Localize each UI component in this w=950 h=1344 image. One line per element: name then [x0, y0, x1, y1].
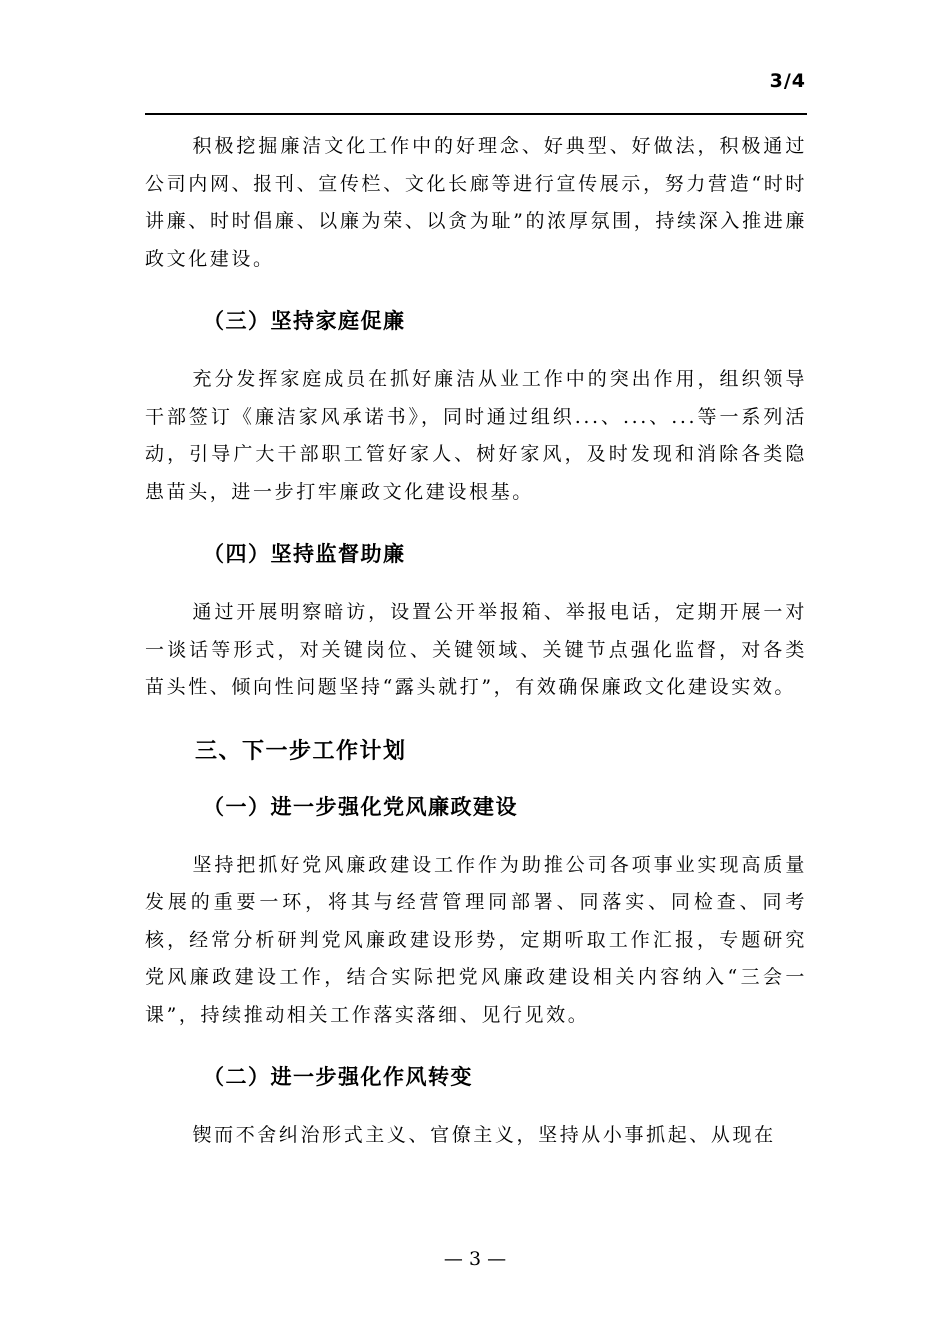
section-heading-next-steps: 三、下一步工作计划: [195, 738, 407, 764]
paragraph-culture-promotion: 积极挖掘廉洁文化工作中的好理念、好典型、好做法，积极通过公司内网、报刊、宣传栏、文化长廊等进行宣传展示，努力营造“时时讲廉、时时倡廉、以廉为荣、以贪为耻”的浓厚氛围，持续深入推进廉政文化建设。: [145, 135, 807, 270]
paragraph-supervision: 通过开展明察暗访，设置公开举报箱、举报电话，定期开展一对一谈话等形式，对关键岗位、关键领域、关键节点强化监督，对各类苗头性、倾向性问题坚持“露头就打”，有效确保廉政文化建设实效。: [145, 601, 807, 698]
page-counter: 3/4: [769, 70, 806, 92]
paragraph-family-integrity: 充分发挥家庭成员在抓好廉洁从业工作中的突出作用，组织领导干部签订《廉洁家风承诺书》，同时通过组织...、...、...等一系列活动，引导广大干部职工管好家人、树好家风，及时发现和消除各类隐患苗头，进一步打牢廉政文化建设根基。: [145, 368, 807, 503]
heading-party-conduct: （一）进一步强化党风廉政建设: [203, 794, 518, 819]
header-rule: [145, 113, 807, 115]
paragraph-party-conduct: 坚持把抓好党风廉政建设工作作为助推公司各项事业实现高质量发展的重要一环，将其与经营管理同部署、同落实、同检查、同考核，经常分析研判党风廉政建设形势，定期听取工作汇报，专题研究党风廉政建设工作，结合实际把党风廉政建设相关内容纳入“三会一课”，持续推动相关工作落实落细、见行见效。: [145, 853, 807, 1026]
heading-family-integrity: （三）坚持家庭促廉: [203, 309, 406, 333]
heading-supervision: （四）坚持监督助廉: [203, 542, 406, 566]
page-footer-number: — 3 —: [443, 1248, 507, 1270]
document-body: [145, 128, 807, 1155]
paragraph-work-style: 锲而不舍纠治形式主义、官僚主义，坚持从小事抓起、从现在: [192, 1124, 776, 1146]
heading-work-style: （二）进一步强化作风转变: [203, 1065, 473, 1089]
